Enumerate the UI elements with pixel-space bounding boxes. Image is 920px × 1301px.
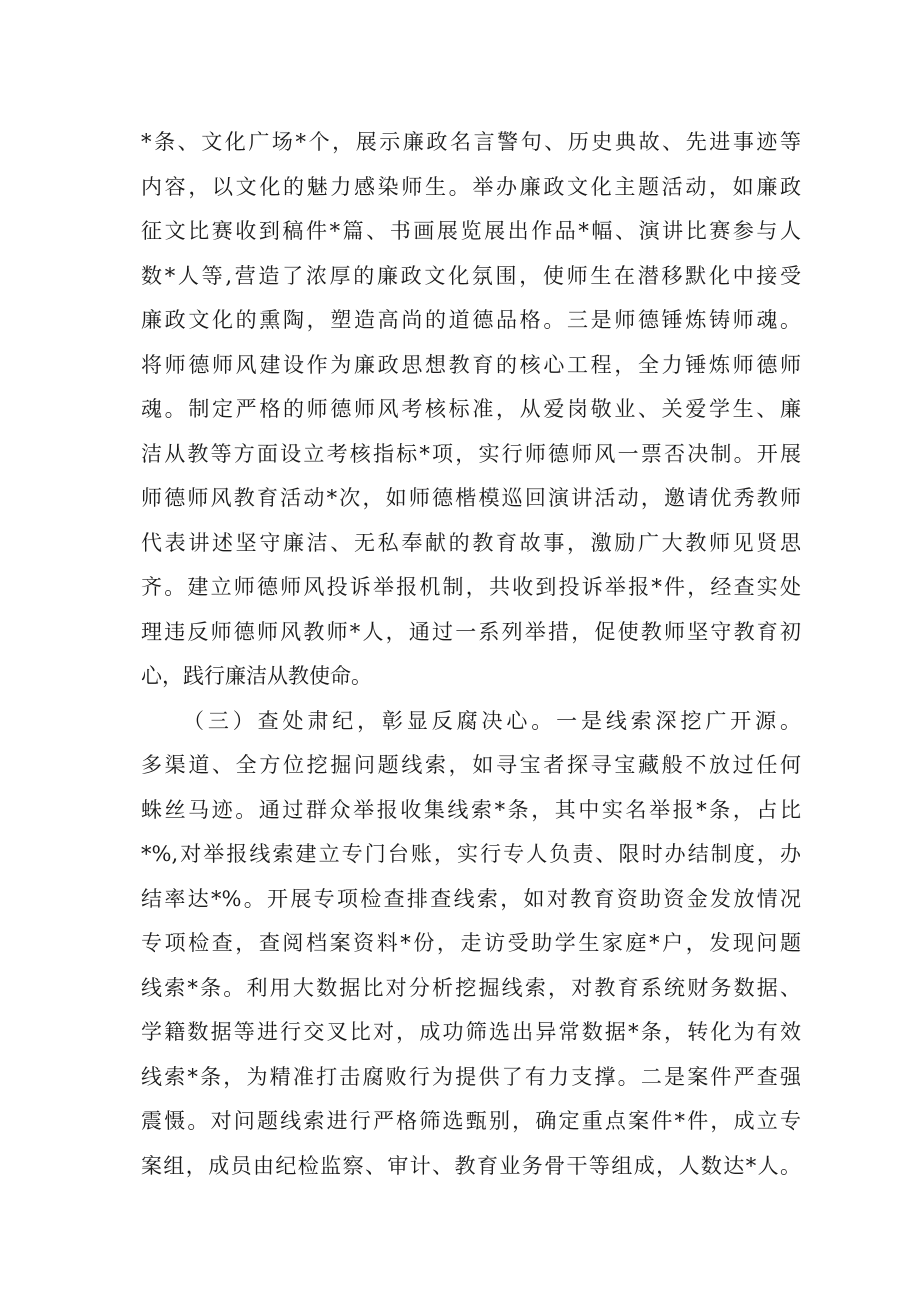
text-line: 将师德师风建设作为廉政思想教育的核心工程，全力锤炼师德师 <box>141 352 801 377</box>
text-line: 廉政文化的熏陶，塑造高尚的道德品格。三是师德锤炼铸师魂。 <box>141 308 801 332</box>
text-line: 齐。建立师德师风投诉举报机制，共收到投诉举报*件，经查实处 <box>141 575 801 599</box>
text-line: 理违反师德师风教师*人，通过一系列举措，促使教师坚守教育初 <box>141 619 801 644</box>
text-line: 学籍数据等进行交叉比对，成功筛选出异常数据*条，转化为有效 <box>141 1020 801 1044</box>
paragraph-1 <box>141 120 801 699</box>
text-line: 线索*条。利用大数据比对分析挖掘线索，对教育系统财务数据、 <box>141 975 801 1000</box>
text-line: *条、文化广场*个，展示廉政名言警句、历史典故、先进事迹等 <box>141 130 801 154</box>
text-line: 魂。制定严格的师德师风考核标准，从爱岗敬业、关爱学生、廉 <box>141 397 801 421</box>
paragraph-2 <box>141 699 801 1189</box>
text-line: 线索*条，为精准打击腐败行为提供了有力支撑。二是案件严查强 <box>141 1064 801 1089</box>
document-body <box>141 120 801 1188</box>
text-line: *%,对举报线索建立专门台账，实行专人负责、限时办结制度，办 <box>141 842 801 866</box>
text-line: 案组，成员由纪检监察、审计、教育业务骨干等组成，人数达*人。 <box>141 1153 801 1178</box>
text-line: 师德师风教育活动*次，如师德楷模巡回演讲活动，邀请优秀教师 <box>141 486 801 510</box>
text-line: 结率达*%。开展专项检查排查线索，如对教育资助资金发放情况 <box>141 886 801 911</box>
text-line: 代表讲述坚守廉洁、无私奉献的教育故事，激励广大教师见贤思 <box>141 530 801 555</box>
text-line: 数*人等,营造了浓厚的廉政文化氛围，使师生在潜移默化中接受 <box>141 263 801 288</box>
text-line: 蛛丝马迹。通过群众举报收集线索*条，其中实名举报*条，占比 <box>141 797 801 822</box>
section-heading-line: （三）查处肃纪，彰显反腐决心。一是线索深挖广开源。 <box>183 708 801 733</box>
text-line: 内容，以文化的魅力感染师生。举办廉政文化主题活动，如廉政 <box>141 174 801 199</box>
text-line-last: 心，践行廉洁从教使命。 <box>141 664 372 688</box>
text-line: 专项检查，查阅档案资料*份，走访受助学生家庭*户，发现问题 <box>141 931 801 955</box>
text-line: 洁从教等方面设立考核指标*项，实行师德师风一票否决制。开展 <box>141 441 801 466</box>
text-line: 震慑。对问题线索进行严格筛选甄别，确定重点案件*件，成立专 <box>141 1109 801 1133</box>
text-line: 多渠道、全方位挖掘问题线索，如寻宝者探寻宝藏般不放过任何 <box>141 753 801 777</box>
text-line: 征文比赛收到稿件*篇、书画展览展出作品*幅、演讲比赛参与人 <box>141 219 801 243</box>
